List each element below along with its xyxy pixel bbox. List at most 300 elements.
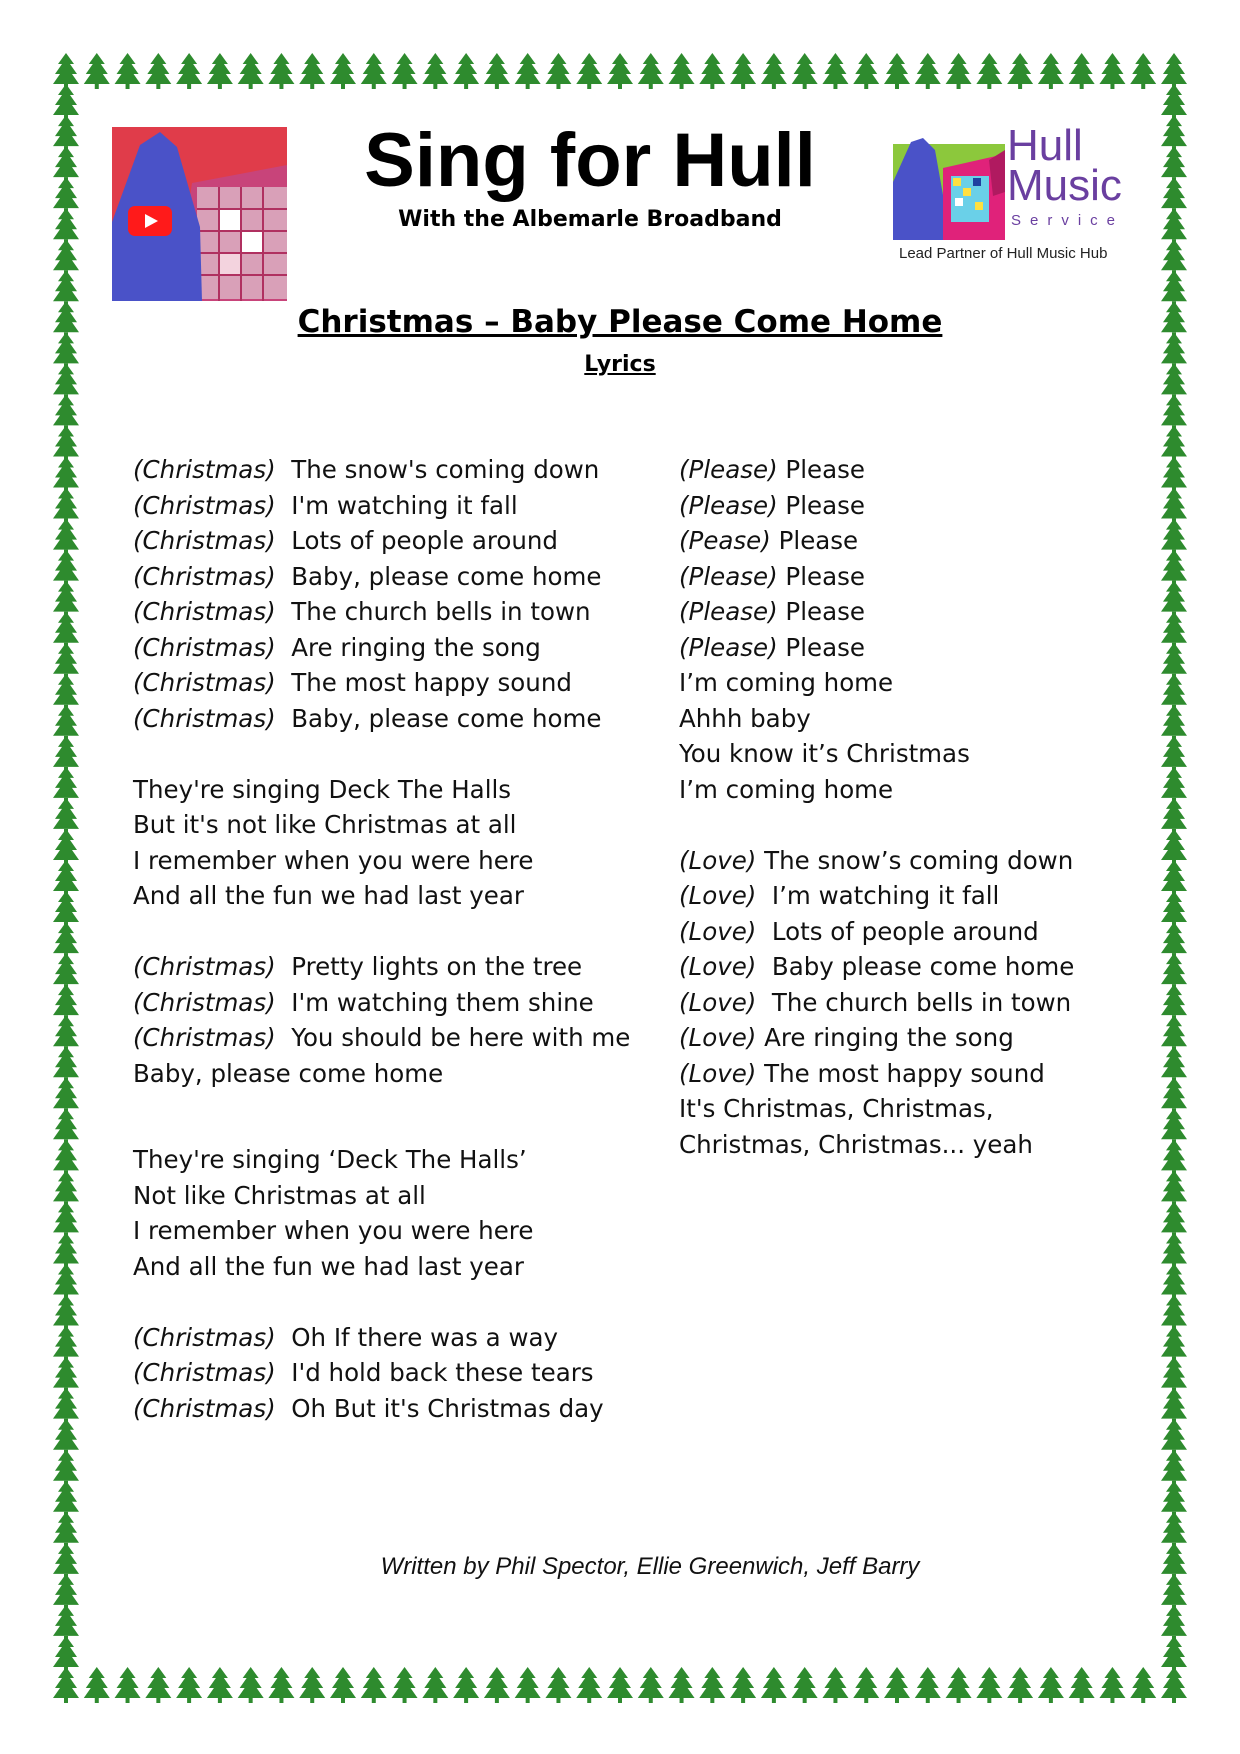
christmas-tree-icon bbox=[1161, 394, 1187, 430]
christmas-tree-icon bbox=[1161, 208, 1187, 244]
christmas-tree-icon bbox=[53, 767, 79, 803]
lyric-prefix: (Please) bbox=[679, 597, 778, 626]
christmas-tree-icon bbox=[915, 53, 941, 89]
christmas-tree-icon bbox=[1161, 1450, 1187, 1486]
christmas-tree-icon bbox=[1161, 612, 1187, 648]
lyric-prefix: (Please) bbox=[679, 455, 778, 484]
christmas-tree-icon bbox=[53, 208, 79, 244]
christmas-tree-icon bbox=[669, 53, 695, 89]
lyric-prefix: (Love) bbox=[679, 845, 757, 875]
christmas-tree-icon bbox=[1161, 301, 1187, 337]
christmas-tree-icon bbox=[238, 1667, 264, 1703]
lyric-line bbox=[133, 1020, 673, 1056]
christmas-tree-icon bbox=[1069, 53, 1095, 89]
lyric-line bbox=[133, 1391, 673, 1427]
lyric-text: Not like Christmas at all bbox=[133, 1180, 426, 1210]
christmas-tree-icon bbox=[1161, 767, 1187, 803]
christmas-tree-icon bbox=[1161, 705, 1187, 741]
lyric-line bbox=[679, 1127, 1099, 1163]
lyric-line bbox=[133, 452, 673, 488]
lyric-prefix: (Love) bbox=[679, 916, 757, 946]
christmas-tree-icon bbox=[1161, 1636, 1187, 1672]
lyric-prefix: (Christmas) bbox=[133, 490, 276, 520]
christmas-tree-icon bbox=[761, 53, 787, 89]
lyric-prefix: (Christmas) bbox=[133, 561, 276, 591]
lyric-prefix: (Christmas) bbox=[133, 632, 276, 662]
christmas-tree-icon bbox=[53, 550, 79, 586]
lyric-text: The most happy sound bbox=[291, 668, 572, 697]
youtube-play-icon bbox=[128, 206, 172, 236]
christmas-tree-icon bbox=[53, 115, 79, 151]
lyric-text: Please bbox=[785, 490, 865, 520]
christmas-tree-icon bbox=[53, 829, 79, 865]
christmas-tree-icon bbox=[53, 53, 79, 89]
lyric-line bbox=[679, 878, 1099, 914]
christmas-tree-icon bbox=[515, 53, 541, 89]
christmas-tree-icon bbox=[1161, 1357, 1187, 1393]
lyric-text: Are ringing the song bbox=[291, 632, 541, 662]
christmas-tree-icon bbox=[607, 1667, 633, 1703]
lyric-prefix: (Christmas) bbox=[133, 1358, 276, 1387]
lyric-text: They're singing ‘Deck The Halls’ bbox=[133, 1145, 527, 1174]
hull-logo-word-music: Music bbox=[1007, 161, 1122, 210]
christmas-tree-icon bbox=[761, 1667, 787, 1703]
lyric-text: The most happy sound bbox=[764, 1058, 1045, 1088]
christmas-tree-icon bbox=[53, 1450, 79, 1486]
lyric-text: The church bells in town bbox=[771, 987, 1072, 1017]
lyric-prefix: (Christmas) bbox=[133, 1322, 276, 1352]
lyrics-column-right bbox=[679, 452, 1099, 1162]
christmas-tree-icon bbox=[53, 1636, 79, 1672]
christmas-tree-icon bbox=[53, 1605, 79, 1641]
christmas-tree-icon bbox=[53, 1170, 79, 1206]
lyric-prefix: (Christmas) bbox=[133, 1023, 276, 1052]
christmas-tree-icon bbox=[730, 53, 756, 89]
christmas-tree-icon bbox=[607, 53, 633, 89]
lyric-text: Please bbox=[785, 455, 865, 484]
lyric-prefix: (Please) bbox=[679, 490, 778, 520]
christmas-tree-icon bbox=[422, 1667, 448, 1703]
christmas-tree-icon bbox=[699, 1667, 725, 1703]
christmas-tree-icon bbox=[299, 1667, 325, 1703]
christmas-tree-icon bbox=[484, 53, 510, 89]
lyric-line bbox=[679, 772, 1099, 808]
lyric-text: Please bbox=[785, 632, 865, 662]
christmas-tree-icon bbox=[207, 53, 233, 89]
christmas-tree-icon bbox=[53, 798, 79, 834]
christmas-tree-icon bbox=[1161, 1543, 1187, 1579]
christmas-tree-icon bbox=[53, 394, 79, 430]
lyric-text: I’m watching it fall bbox=[771, 881, 1000, 910]
lyric-line bbox=[133, 594, 673, 630]
christmas-tree-icon bbox=[361, 1667, 387, 1703]
lyric-prefix: (Christmas) bbox=[133, 703, 276, 733]
lyric-text: I'm watching them shine bbox=[291, 987, 594, 1017]
lyric-line bbox=[133, 1178, 673, 1214]
lyric-prefix: (Christmas) bbox=[133, 597, 276, 626]
christmas-tree-icon bbox=[176, 1667, 202, 1703]
christmas-tree-icon bbox=[1161, 146, 1187, 182]
lyric-text: Are ringing the song bbox=[764, 1023, 1014, 1052]
lyric-line bbox=[133, 878, 673, 914]
christmas-tree-icon bbox=[53, 953, 79, 989]
lyric-text: Oh But it's Christmas day bbox=[291, 1393, 604, 1423]
christmas-tree-icon bbox=[53, 1139, 79, 1175]
christmas-tree-icon bbox=[53, 1357, 79, 1393]
lyric-line bbox=[679, 665, 1099, 701]
christmas-tree-icon bbox=[545, 53, 571, 89]
christmas-tree-icon bbox=[576, 1667, 602, 1703]
christmas-tree-icon bbox=[1161, 736, 1187, 772]
lyric-line bbox=[679, 1020, 1099, 1056]
page-title: Sing for Hull bbox=[364, 118, 816, 203]
christmas-tree-icon bbox=[1161, 1015, 1187, 1051]
christmas-tree-icon bbox=[53, 1264, 79, 1300]
christmas-tree-icon bbox=[1161, 891, 1187, 927]
christmas-tree-icon bbox=[53, 1232, 79, 1268]
christmas-tree-icon bbox=[822, 53, 848, 89]
lyrics-heading: Lyrics bbox=[584, 352, 656, 377]
christmas-tree-icon bbox=[53, 84, 79, 120]
christmas-tree-icon bbox=[1161, 674, 1187, 710]
lyric-line bbox=[133, 1355, 673, 1391]
lyric-line bbox=[679, 559, 1099, 595]
christmas-tree-icon bbox=[1161, 239, 1187, 275]
lyric-prefix: (Christmas) bbox=[133, 455, 276, 484]
christmas-tree-icon bbox=[1161, 1170, 1187, 1206]
lyric-line bbox=[133, 1249, 673, 1285]
christmas-tree-icon bbox=[53, 332, 79, 368]
christmas-tree-icon bbox=[53, 1481, 79, 1517]
christmas-tree-icon bbox=[1161, 860, 1187, 896]
lyric-line bbox=[133, 843, 673, 879]
christmas-tree-icon bbox=[484, 1667, 510, 1703]
lyric-text: Baby please come home bbox=[771, 952, 1075, 981]
christmas-tree-icon bbox=[53, 643, 79, 679]
christmas-tree-icon bbox=[853, 1667, 879, 1703]
christmas-tree-icon bbox=[1099, 1667, 1125, 1703]
christmas-tree-icon bbox=[238, 53, 264, 89]
christmas-tree-icon bbox=[53, 891, 79, 927]
lyric-text: You know it’s Christmas bbox=[679, 739, 970, 768]
christmas-tree-icon bbox=[145, 1667, 171, 1703]
christmas-tree-icon bbox=[53, 860, 79, 896]
christmas-tree-icon bbox=[53, 488, 79, 524]
lyric-line bbox=[133, 630, 673, 666]
christmas-tree-icon bbox=[53, 239, 79, 275]
lyric-text: Lots of people around bbox=[291, 526, 558, 555]
lyric-prefix: (Please) bbox=[679, 632, 778, 662]
christmas-tree-icon bbox=[53, 301, 79, 337]
christmas-tree-icon bbox=[53, 1295, 79, 1331]
christmas-tree-icon bbox=[53, 519, 79, 555]
christmas-tree-icon bbox=[145, 53, 171, 89]
christmas-tree-icon bbox=[1161, 1512, 1187, 1548]
christmas-tree-icon bbox=[453, 53, 479, 89]
song-title: Christmas – Baby Please Come Home bbox=[297, 304, 943, 340]
christmas-tree-icon bbox=[884, 1667, 910, 1703]
lyric-line bbox=[133, 1320, 673, 1356]
christmas-tree-icon bbox=[669, 1667, 695, 1703]
lyric-text: And all the fun we had last year bbox=[133, 881, 524, 910]
christmas-tree-icon bbox=[1161, 1201, 1187, 1237]
christmas-tree-icon bbox=[976, 1667, 1002, 1703]
christmas-tree-icon bbox=[53, 612, 79, 648]
christmas-tree-icon bbox=[1161, 1481, 1187, 1517]
lyric-line bbox=[679, 701, 1099, 737]
christmas-tree-icon bbox=[1161, 829, 1187, 865]
lyric-text: Ahhh baby bbox=[679, 703, 811, 733]
lyric-text: Lots of people around bbox=[771, 916, 1039, 946]
lyric-text: You should be here with me bbox=[291, 1023, 631, 1052]
christmas-tree-icon bbox=[53, 705, 79, 741]
christmas-tree-icon bbox=[1161, 363, 1187, 399]
christmas-tree-icon bbox=[1161, 1046, 1187, 1082]
lyric-line bbox=[133, 1213, 673, 1249]
lyrics-column-left bbox=[133, 452, 673, 1426]
christmas-tree-icon bbox=[53, 1419, 79, 1455]
lyric-text: They're singing Deck The Halls bbox=[133, 774, 512, 804]
lyric-line bbox=[133, 523, 673, 559]
christmas-tree-icon bbox=[1161, 1419, 1187, 1455]
christmas-tree-icon bbox=[1161, 84, 1187, 120]
christmas-tree-icon bbox=[1161, 798, 1187, 834]
christmas-tree-icon bbox=[1099, 53, 1125, 89]
christmas-tree-icon bbox=[268, 1667, 294, 1703]
lyric-line bbox=[133, 1142, 673, 1178]
lyric-text: Pretty lights on the tree bbox=[291, 952, 583, 981]
lyric-line bbox=[679, 736, 1099, 772]
christmas-tree-icon bbox=[699, 53, 725, 89]
christmas-tree-icon bbox=[1161, 984, 1187, 1020]
christmas-tree-icon bbox=[946, 53, 972, 89]
christmas-tree-icon bbox=[53, 363, 79, 399]
lyric-line bbox=[133, 949, 673, 985]
christmas-tree-icon bbox=[84, 53, 110, 89]
christmas-tree-icon bbox=[53, 1015, 79, 1051]
christmas-tree-icon bbox=[268, 53, 294, 89]
christmas-tree-icon bbox=[1069, 1667, 1095, 1703]
lyric-text: It's Christmas, Christmas, bbox=[679, 1094, 994, 1123]
christmas-tree-icon bbox=[330, 1667, 356, 1703]
lyric-line bbox=[679, 594, 1099, 630]
christmas-tree-icon bbox=[946, 1667, 972, 1703]
christmas-tree-icon bbox=[1161, 922, 1187, 958]
lyric-text: Baby, please come home bbox=[291, 561, 602, 591]
christmas-tree-icon bbox=[1161, 1077, 1187, 1113]
christmas-tree-icon bbox=[84, 1667, 110, 1703]
lyric-line bbox=[133, 559, 673, 595]
sing-for-hull-logo bbox=[112, 127, 287, 301]
hull-logo-word-hull: Hull bbox=[1007, 121, 1083, 170]
lyric-prefix: (Love) bbox=[679, 952, 757, 981]
lyric-line bbox=[679, 985, 1099, 1021]
christmas-tree-icon bbox=[53, 922, 79, 958]
lyric-prefix: (Christmas) bbox=[133, 526, 276, 555]
hull-logo-tagline: Lead Partner of Hull Music Hub bbox=[899, 245, 1108, 262]
christmas-tree-icon bbox=[1161, 457, 1187, 493]
christmas-tree-icon bbox=[53, 1512, 79, 1548]
lyric-text: The snow's coming down bbox=[291, 455, 600, 484]
lyric-prefix: (Pease) bbox=[679, 526, 771, 555]
lyric-text: Oh If there was a way bbox=[291, 1322, 559, 1352]
lyric-text: Please bbox=[778, 526, 859, 555]
lyric-prefix: (Love) bbox=[679, 1023, 757, 1052]
christmas-tree-icon bbox=[115, 53, 141, 89]
lyric-line bbox=[679, 914, 1099, 950]
christmas-tree-icon bbox=[53, 1388, 79, 1424]
christmas-tree-icon bbox=[792, 53, 818, 89]
lyric-line bbox=[133, 488, 673, 524]
songwriter-credit: Written by Phil Spector, Ellie Greenwich, Jeff Barry bbox=[380, 1553, 920, 1580]
lyric-text: Baby, please come home bbox=[133, 1058, 444, 1088]
lyric-prefix: (Please) bbox=[679, 561, 778, 591]
christmas-tree-icon bbox=[576, 53, 602, 89]
hull-logo-word-service: Service bbox=[1011, 212, 1125, 229]
christmas-tree-icon bbox=[1161, 1139, 1187, 1175]
christmas-tree-icon bbox=[638, 1667, 664, 1703]
christmas-tree-icon bbox=[53, 1667, 79, 1703]
lyric-line bbox=[133, 701, 673, 737]
christmas-tree-icon bbox=[1161, 425, 1187, 461]
lyric-text: I remember when you were here bbox=[133, 845, 534, 875]
christmas-tree-icon bbox=[176, 53, 202, 89]
christmas-tree-icon bbox=[1161, 953, 1187, 989]
christmas-tree-icon bbox=[53, 1543, 79, 1579]
christmas-tree-icon bbox=[53, 1046, 79, 1082]
lyric-line bbox=[679, 452, 1099, 488]
christmas-tree-icon bbox=[515, 1667, 541, 1703]
christmas-tree-icon bbox=[638, 53, 664, 89]
christmas-tree-icon bbox=[1161, 1667, 1187, 1703]
lyric-prefix: (Love) bbox=[679, 1058, 757, 1088]
christmas-tree-icon bbox=[53, 1077, 79, 1113]
lyric-line bbox=[679, 1056, 1099, 1092]
christmas-tree-icon bbox=[1161, 177, 1187, 213]
christmas-tree-icon bbox=[915, 1667, 941, 1703]
lyric-prefix: (Love) bbox=[679, 987, 757, 1017]
christmas-tree-icon bbox=[53, 581, 79, 617]
christmas-tree-icon bbox=[884, 53, 910, 89]
christmas-tree-icon bbox=[1038, 1667, 1064, 1703]
christmas-tree-icon bbox=[53, 1108, 79, 1144]
lyric-text: I’m coming home bbox=[679, 668, 894, 697]
christmas-tree-icon bbox=[392, 1667, 418, 1703]
lyric-line bbox=[679, 630, 1099, 666]
christmas-tree-icon bbox=[53, 736, 79, 772]
christmas-tree-icon bbox=[1038, 53, 1064, 89]
lyric-prefix: (Christmas) bbox=[133, 668, 276, 697]
lyric-line bbox=[679, 843, 1099, 879]
christmas-tree-icon bbox=[1161, 1605, 1187, 1641]
christmas-tree-icon bbox=[1161, 1326, 1187, 1362]
lyric-text: I remember when you were here bbox=[133, 1216, 534, 1245]
christmas-tree-icon bbox=[1161, 332, 1187, 368]
lyric-text: The church bells in town bbox=[291, 597, 591, 626]
christmas-tree-icon bbox=[1161, 1108, 1187, 1144]
page-subtitle: With the Albemarle Broadband bbox=[398, 207, 782, 232]
christmas-tree-icon bbox=[1130, 53, 1156, 89]
christmas-tree-icon bbox=[53, 177, 79, 213]
christmas-tree-icon bbox=[545, 1667, 571, 1703]
lyric-text: I'd hold back these tears bbox=[291, 1358, 594, 1387]
christmas-tree-icon bbox=[1161, 643, 1187, 679]
lyric-text: And all the fun we had last year bbox=[133, 1251, 524, 1281]
lyric-line bbox=[133, 807, 673, 843]
lyric-line bbox=[679, 949, 1099, 985]
christmas-tree-icon bbox=[1161, 1574, 1187, 1610]
hull-music-service-logo bbox=[893, 121, 1133, 270]
christmas-tree-icon bbox=[1007, 1667, 1033, 1703]
christmas-tree-icon bbox=[53, 425, 79, 461]
christmas-tree-icon bbox=[115, 1667, 141, 1703]
lyric-line bbox=[679, 523, 1099, 559]
lyric-text: I'm watching it fall bbox=[291, 490, 518, 520]
christmas-tree-icon bbox=[53, 1574, 79, 1610]
christmas-tree-icon bbox=[53, 270, 79, 306]
christmas-tree-icon bbox=[1161, 519, 1187, 555]
christmas-tree-icon bbox=[1161, 53, 1187, 89]
christmas-tree-icon bbox=[853, 53, 879, 89]
christmas-tree-icon bbox=[53, 457, 79, 493]
lyric-text: The snow’s coming down bbox=[764, 845, 1074, 875]
lyric-prefix: (Love) bbox=[679, 881, 757, 910]
lyric-text: But it's not like Christmas at all bbox=[133, 810, 517, 839]
lyric-prefix: (Christmas) bbox=[133, 952, 276, 981]
lyric-text: Christmas, Christmas... yeah bbox=[679, 1129, 1033, 1159]
lyric-line bbox=[679, 1091, 1099, 1127]
christmas-tree-icon bbox=[53, 674, 79, 710]
christmas-tree-icon bbox=[1161, 1388, 1187, 1424]
christmas-tree-icon bbox=[1161, 1295, 1187, 1331]
christmas-tree-icon bbox=[53, 146, 79, 182]
christmas-tree-icon bbox=[453, 1667, 479, 1703]
christmas-tree-icon bbox=[361, 53, 387, 89]
lyric-line bbox=[133, 665, 673, 701]
christmas-tree-icon bbox=[1161, 1232, 1187, 1268]
christmas-tree-icon bbox=[1161, 270, 1187, 306]
lyric-prefix: (Christmas) bbox=[133, 1393, 276, 1423]
lyric-text: Please bbox=[785, 597, 865, 626]
lyric-line bbox=[133, 772, 673, 808]
lyric-line bbox=[679, 488, 1099, 524]
christmas-tree-icon bbox=[976, 53, 1002, 89]
lyric-text: I’m coming home bbox=[679, 774, 894, 804]
christmas-tree-icon bbox=[1161, 550, 1187, 586]
christmas-tree-icon bbox=[1161, 488, 1187, 524]
christmas-tree-icon bbox=[1161, 581, 1187, 617]
lyric-line bbox=[133, 985, 673, 1021]
lyric-text: Please bbox=[785, 561, 865, 591]
christmas-tree-icon bbox=[1130, 1667, 1156, 1703]
lyric-prefix: (Christmas) bbox=[133, 987, 276, 1017]
christmas-tree-icon bbox=[330, 53, 356, 89]
christmas-tree-icon bbox=[207, 1667, 233, 1703]
christmas-tree-icon bbox=[1007, 53, 1033, 89]
lyric-line bbox=[133, 1056, 673, 1092]
lyric-text: Baby, please come home bbox=[291, 703, 602, 733]
christmas-tree-icon bbox=[1161, 1264, 1187, 1300]
christmas-tree-icon bbox=[422, 53, 448, 89]
christmas-tree-icon bbox=[1161, 115, 1187, 151]
christmas-tree-icon bbox=[822, 1667, 848, 1703]
christmas-tree-icon bbox=[792, 1667, 818, 1703]
christmas-tree-icon bbox=[392, 53, 418, 89]
christmas-tree-icon bbox=[53, 984, 79, 1020]
christmas-tree-icon bbox=[53, 1326, 79, 1362]
christmas-tree-icon bbox=[299, 53, 325, 89]
christmas-tree-icon bbox=[53, 1201, 79, 1237]
